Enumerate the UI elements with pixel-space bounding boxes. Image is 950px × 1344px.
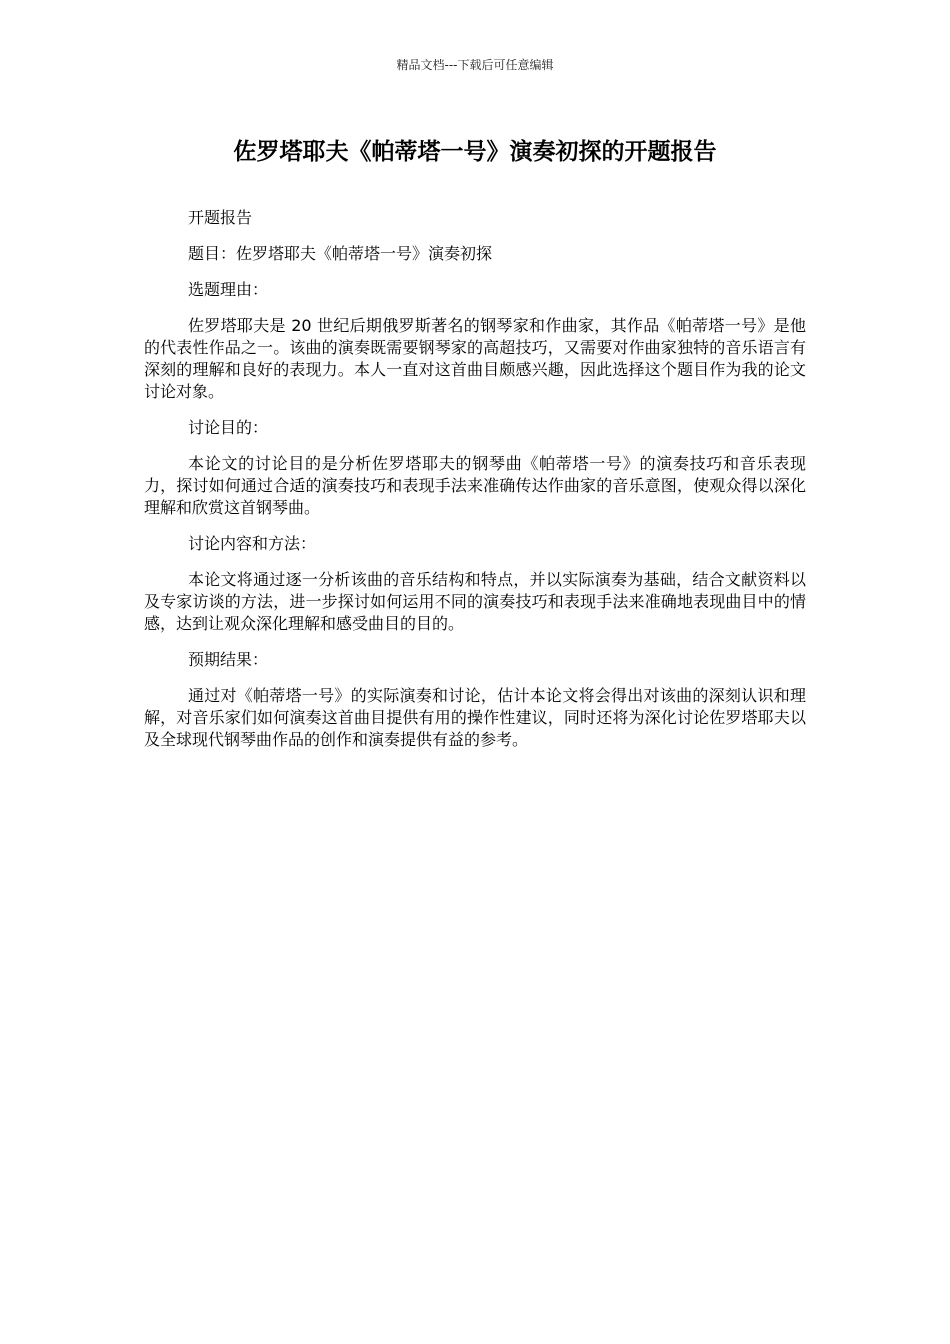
document-title: 佐罗塔耶夫《帕蒂塔一号》演奏初探的开题报告: [233, 139, 717, 165]
method-label: 讨论内容和方法：: [188, 534, 317, 553]
result-paragraph: 通过对《帕蒂塔一号》的实际演奏和讨论，估计本论文将会得出对该曲的深刻认识和理解，对音乐家们如何演奏这首曲目提供有用的操作性建议，同时还将为深化讨论佐罗塔耶夫以及全球现代钢琴曲作品的创作和演奏提供有益的参考。: [144, 686, 806, 749]
purpose-paragraph: 本论文的讨论目的是分析佐罗塔耶夫的钢琴曲《帕蒂塔一号》的演奏技巧和音乐表现力，探讨如何通过合适的演奏技巧和表现手法来准确传达作曲家的音乐意图，使观众得以深化理解和欣赏这首钢琴曲。: [144, 454, 806, 517]
result-label: 预期结果：: [188, 650, 269, 669]
reason-paragraph: 佐罗塔耶夫是 20 世纪后期俄罗斯著名的钢琴家和作曲家，其作品《帕蒂塔一号》是他的代表性作品之一。该曲的演奏既需要钢琴家的高超技巧，又需要对作曲家独特的音乐语言有深刻的理解和良好的表现力。本人一直对这首曲目颇感兴趣，因此选择这个题目作为我的论文讨论对象。: [144, 316, 806, 401]
topic-line: 题目：佐罗塔耶夫《帕蒂塔一号》演奏初探: [188, 244, 493, 263]
header-note: 精品文档---下载后可任意编辑: [396, 58, 554, 72]
document-body: [144, 207, 806, 765]
purpose-label: 讨论目的：: [188, 418, 269, 437]
report-label: 开题报告: [188, 208, 253, 227]
method-paragraph: 本论文将通过逐一分析该曲的音乐结构和特点，并以实际演奏为基础，结合文献资料以及专家访谈的方法，进一步探讨如何运用不同的演奏技巧和表现手法来准确地表现曲目中的情感，达到让观众深化理解和感受曲目的目的。: [144, 570, 806, 633]
reason-label: 选题理由：: [188, 280, 269, 299]
